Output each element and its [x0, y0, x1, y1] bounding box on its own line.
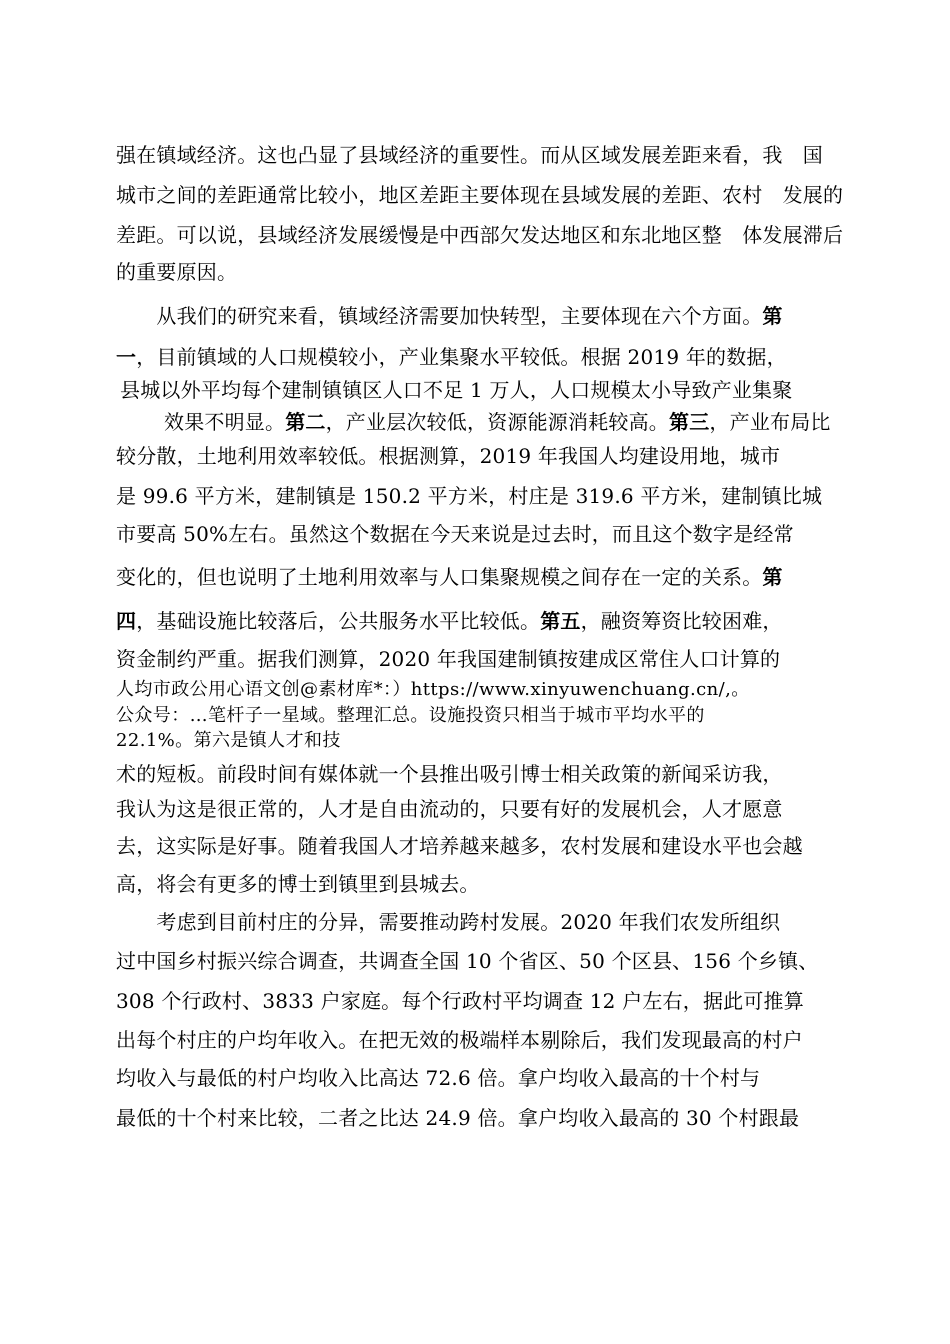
- paragraph-1-line-4: 的重要原因。: [116, 260, 238, 284]
- paragraph-2-line-10: 资金制约严重。据我们测算，2020 年我国建制镇按建成区常住人口计算的: [116, 647, 781, 671]
- paragraph-3-line-5: 均收入与最低的村户均收入比高达 72.6 倍。拿户均收入最高的十个村与: [116, 1066, 761, 1090]
- bold-heading-run: 第五: [540, 609, 581, 633]
- paragraph-2-line-11: 人均市政公用心语文创@素材库*：）https://www.xinyuwenchuang.cn/,。: [116, 679, 750, 700]
- paragraph-1-line-1: 强在镇域经济。这也凸显了县域经济的重要性。而从区域发展差距来看，我 国: [116, 143, 823, 167]
- bold-heading-run: 第二: [285, 410, 326, 434]
- text-run: 从我们的研究来看，镇域经济需要加快转型，主要体现在六个方面。: [116, 304, 763, 328]
- paragraph-1-line-2: 城市之间的差距通常比较小，地区差距主要体现在县域发展的差距、农村 发展的: [116, 183, 844, 207]
- text-run: ，融资筹资比较困难，: [580, 609, 783, 633]
- text-run: 效果不明显。: [164, 410, 286, 434]
- paragraph-3-line-6: 最低的十个村来比较，二者之比达 24.9 倍。拿户均收入最高的 30 个村跟最: [116, 1106, 800, 1130]
- paragraph-2-line-6: 是 99.6 平方米，建制镇是 150.2 平方米，村庄是 319.6 平方米，建制镇比城: [116, 484, 823, 508]
- bold-heading-run: 第: [762, 565, 783, 589]
- paragraph-2-line-7: 市要高 50%左右。虽然这个数据在今天来说是过去时，而且这个数字是经常: [116, 522, 794, 546]
- paragraph-2-line-2: [116, 345, 787, 369]
- bold-heading-run: 第: [762, 304, 783, 328]
- paragraph-2-line-16: 去，这实际是好事。随着我国人才培养越来越多，农村发展和建设水平也会越: [116, 834, 803, 858]
- paragraph-3-line-1: 考虑到目前村庄的分异，需要推动跨村发展。2020 年我们农发所组织: [116, 910, 781, 934]
- paragraph-3-line-3: 308 个行政村、3833 户家庭。每个行政村平均调查 12 户左右，据此可推算: [116, 989, 804, 1013]
- text-run: ，基础设施比较落后，公共服务水平比较低。: [136, 609, 541, 633]
- paragraph-2-line-1: [116, 304, 783, 328]
- paragraph-2-line-14: 术的短板。前段时间有媒体就一个县推出吸引博士相关政策的新闻采访我，: [116, 762, 783, 786]
- paragraph-3-line-4: 出每个村庄的户均年收入。在把无效的极端样本剔除后，我们发现最高的村户: [116, 1028, 803, 1052]
- text-run: ，产业层次较低，资源能源消耗较高。: [325, 410, 670, 434]
- text-run: 变化的，但也说明了土地利用效率与人口集聚规模之间存在一定的关系。: [116, 565, 763, 589]
- paragraph-2-line-17: 高，将会有更多的博士到镇里到县城去。: [116, 872, 480, 896]
- paragraph-2-line-5: 较分散，土地利用效率较低。根据测算，2019 年我国人均建设用地，城市: [116, 444, 781, 468]
- paragraph-2-line-3: 县城以外平均每个建制镇镇区人口不足 1 万人，人口规模太小导致产业集聚: [120, 378, 793, 402]
- paragraph-2-line-12: 公众号：…笔杆子一星域。整理汇总。设施投资只相当于城市平均水平的: [116, 705, 705, 726]
- paragraph-2-line-15: 我认为这是很正常的，人才是自由流动的，只要有好的发展机会，人才愿意: [116, 797, 783, 821]
- paragraph-1-line-3: 差距。可以说，县域经济发展缓慢是中西部欠发达地区和东北地区整 体发展滞后: [116, 223, 844, 247]
- bold-heading-run: 四: [116, 609, 137, 633]
- text-run: ，目前镇域的人口规模较小，产业集聚水平较低。根据 2019 年的数据，: [136, 345, 787, 369]
- paragraph-2-line-13: 22.1%。第六是镇人才和技: [116, 730, 341, 751]
- paragraph-2-line-9: [116, 609, 783, 633]
- bold-heading-run: 第三: [669, 410, 710, 434]
- paragraph-2-line-8: [116, 565, 783, 589]
- text-run: ，产业布局比: [709, 410, 831, 434]
- bold-heading-run: 一: [116, 345, 137, 369]
- paragraph-2-line-4: [164, 410, 831, 434]
- paragraph-3-line-2: 过中国乡村振兴综合调查，共调查全国 10 个省区、50 个区县、156 个乡镇、: [116, 949, 819, 973]
